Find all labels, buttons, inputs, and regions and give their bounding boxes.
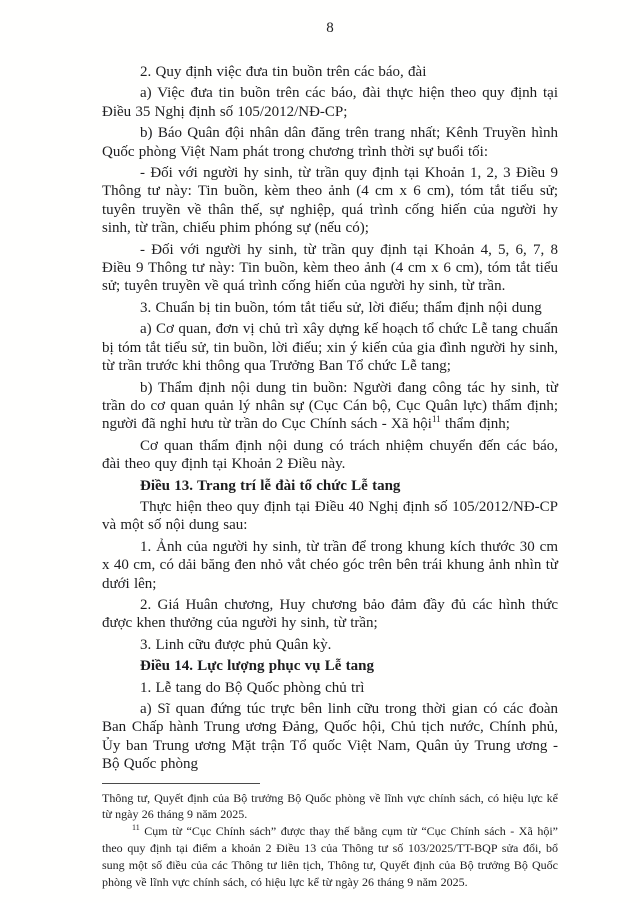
section-heading-dieu-14: Điều 14. Lực lượng phục vụ Lễ tang (140, 658, 375, 675)
footnote-separator (102, 783, 260, 784)
paragraph-item-2: 2. Giá Huân chương, Huy chương bảo đảm đầy đủ các hình thức được khen thưởng của người hy sinh, từ trần; (102, 596, 558, 632)
paragraph-text: thẩm định; (440, 416, 510, 433)
paragraph-item-1: 1. Ảnh của người hy sinh, từ trần để trong khung kích thước 30 cm x 40 cm, có dải băng đen nhỏ vắt chéo góc trên bên trái khung ảnh nhìn từ dưới lên; (102, 538, 558, 592)
footnote-11 (102, 823, 558, 890)
footnote-ref-11: 11 (431, 414, 441, 425)
footnote-11-text: Cụm từ “Cục Chính sách” được thay thế bằng cụm từ “Cục Chính sách - Xã hội” theo quy định tại điểm a khoản 2 Điều 13 của Thông tư số 103/2025/TT-BQP sửa đổi, bổ sung một số điều của các Thông tư liên tịch, Thông tư, Quyết định của Bộ trưởng Bộ Quốc phòng về lĩnh vực chính sách, có hiệu lực kể từ ngày 26 tháng 9 năm 2025. (102, 824, 558, 889)
footnote-continuation: Thông tư, Quyết định của Bộ trưởng Bộ Quốc phòng về lĩnh vực chính sách, có hiệu lực kể từ ngày 26 tháng 9 năm 2025. (102, 790, 558, 822)
paragraph-point-b2 (102, 379, 558, 434)
page-number: 8 (326, 20, 334, 36)
paragraph-text: b) Thẩm định nội dung tin buồn: Người đang công tác hy sinh, từ trần do cơ quan quản lý nhân sự (Cục Cán bộ, Cục Quân lực) thẩm định; người đã nghỉ hưu từ trần do Cục Chính sách - Xã hội (102, 379, 558, 433)
paragraph-co-quan: Cơ quan thẩm định nội dung có trách nhiệm chuyển đến các báo, đài theo quy định tại Khoản 2 Điều này. (102, 437, 558, 473)
paragraph-point-a: a) Việc đưa tin buồn trên các báo, đài thực hiện theo quy định tại Điều 35 Nghị định số 105/2012/NĐ-CP; (102, 85, 558, 120)
paragraph-clause-3: 3. Chuẩn bị tin buồn, tóm tắt tiểu sử, lời điếu; thẩm định nội dung (140, 299, 542, 316)
paragraph-point-b: b) Báo Quân đội nhân dân đăng trên trang nhất; Kênh Truyền hình Quốc phòng Việt Nam phát trong chương trình thời sự buổi tối: (102, 125, 558, 160)
paragraph-item-3: 3. Linh cữu được phủ Quân kỳ. (140, 636, 332, 653)
section-heading-dieu-13: Điều 13. Trang trí lễ đài tổ chức Lễ tang (140, 477, 401, 494)
paragraph-dash-1: - Đối với người hy sinh, từ trần quy định tại Khoản 1, 2, 3 Điều 9 Thông tư này: Tin buồn, kèm theo ảnh (4 cm x 6 cm), tóm tắt tiểu sử; tuyên truyền về thân thế, sự nghiệp, quá trình cống hiến của người hy sinh, từ trần, chiếu phim phóng sự (nếu có); (102, 165, 558, 237)
paragraph-le-tang: 1. Lễ tang do Bộ Quốc phòng chủ trì (140, 679, 365, 696)
footnote-11-marker: 11 (132, 823, 140, 833)
paragraph-point-a3: a) Sĩ quan đứng túc trực bên linh cữu trong thời gian có các đoàn Ban Chấp hành Trung ương Đảng, Quốc hội, Chủ tịch nước, Chính phủ, Ủy ban Trung ương Mặt trận Tổ quốc Việt Nam, Quân ủy Trung ương - Bộ Quốc phòng (102, 701, 558, 773)
paragraph-clause-2: 2. Quy định việc đưa tin buồn trên các báo, đài (140, 64, 427, 80)
paragraph-point-a2: a) Cơ quan, đơn vị chủ trì xây dựng kế hoạch tổ chức Lễ tang chuẩn bị tóm tắt tiểu sử, tin buồn, lời điếu; xin ý kiến của gia đình người hy sinh, từ trần trước khi thông qua Trưởng Ban Tổ chức Lễ tang; (102, 321, 558, 375)
paragraph-thuc-hien: Thực hiện theo quy định tại Điều 40 Nghị định số 105/2012/NĐ-CP và một số nội dung sau: (102, 498, 558, 534)
paragraph-dash-2: - Đối với người hy sinh, từ trần quy định tại Khoản 4, 5, 6, 7, 8 Điều 9 Thông tư này: Tin buồn, kèm theo ảnh (4 cm x 6 cm), tóm tắt tiểu sử; tuyên truyền về quá trình cống hiến của người hy sinh, từ trần. (102, 241, 558, 295)
